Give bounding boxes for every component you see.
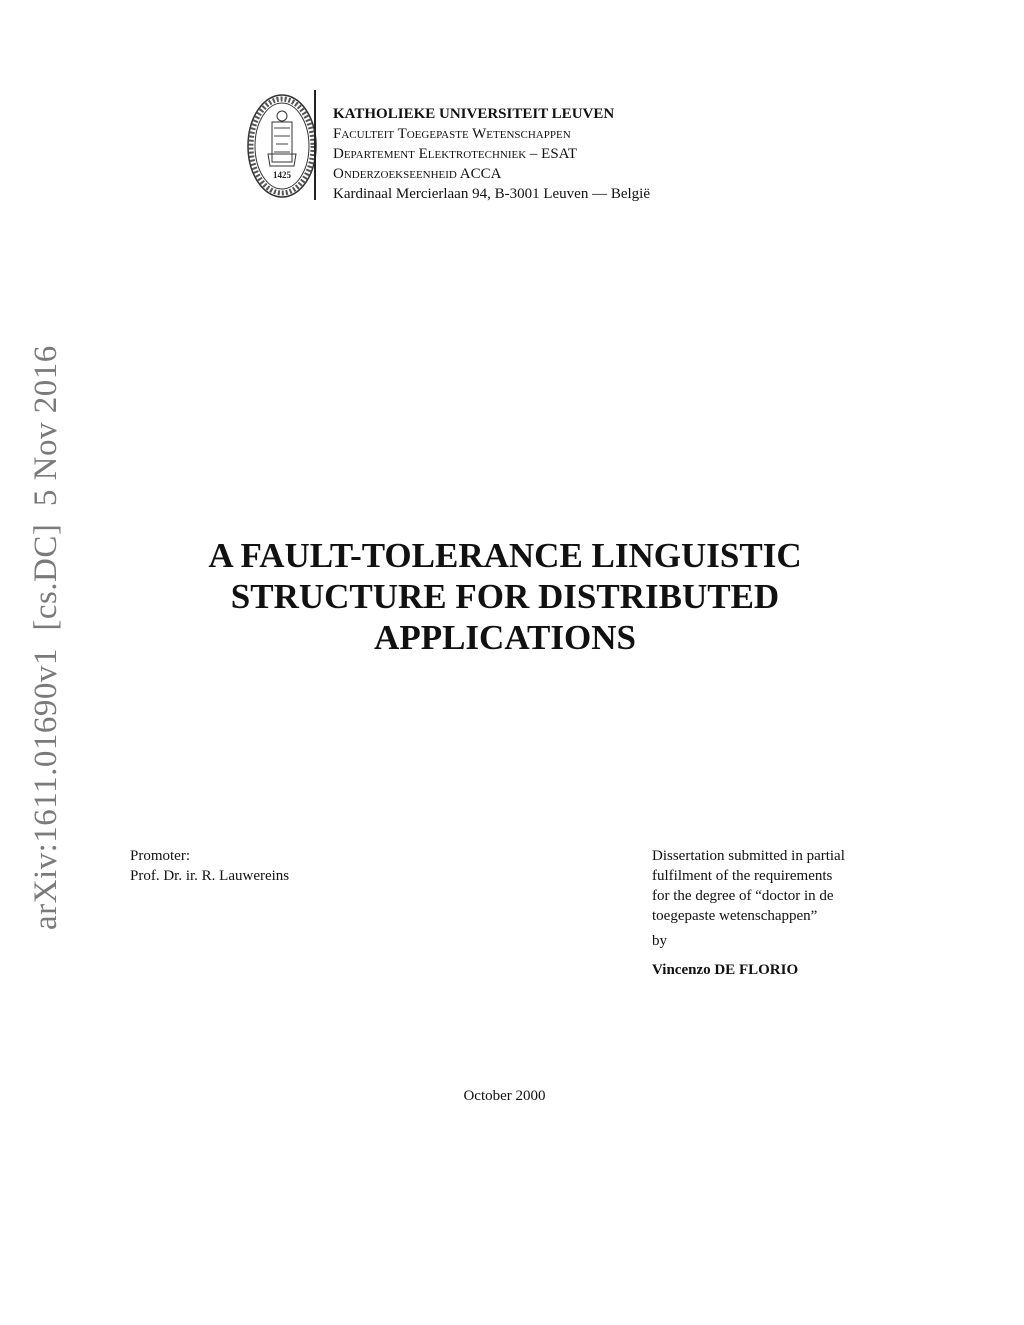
- statement-line: for the degree of “doctor in de: [652, 888, 834, 904]
- title-line: STRUCTURE FOR DISTRIBUTED: [230, 577, 780, 616]
- title-line: A FAULT-TOLERANCE LINGUISTIC: [208, 536, 802, 575]
- promoter-name: Prof. Dr. ir. R. Lauwereins: [130, 868, 290, 884]
- department-name: Departement Elektrotechniek – ESAT: [333, 146, 578, 162]
- dissertation-title: [150, 535, 860, 658]
- university-name: KATHOLIEKE UNIVERSITEIT LEUVEN: [333, 106, 615, 122]
- address: Kardinaal Mercierlaan 94, B-3001 Leuven — België: [333, 186, 650, 202]
- by-label: by: [652, 933, 667, 949]
- promoter-block: [130, 846, 289, 886]
- header-divider: [314, 90, 316, 200]
- author-name: Vincenzo DE FLORIO: [652, 962, 799, 978]
- university-seal-logo: [246, 92, 318, 200]
- faculty-name: Faculteit Toegepaste Wetenschappen: [333, 126, 571, 142]
- statement-line: toegepaste wetenschappen”: [652, 908, 818, 924]
- research-unit: Onderzoekseenheid ACCA: [333, 166, 502, 182]
- title-line: APPLICATIONS: [374, 618, 636, 657]
- statement-line: Dissertation submitted in partial: [652, 848, 845, 864]
- institution-header: [333, 104, 650, 204]
- dissertation-statement: [652, 846, 845, 980]
- promoter-label: Promoter:: [130, 848, 190, 864]
- arxiv-stamp: arXiv:1611.01690v1 [cs.DC] 5 Nov 2016: [28, 345, 64, 930]
- seal-year: 1425: [273, 170, 291, 180]
- statement-line: fulfilment of the requirements: [652, 868, 833, 884]
- submission-date: October 2000: [463, 1088, 546, 1104]
